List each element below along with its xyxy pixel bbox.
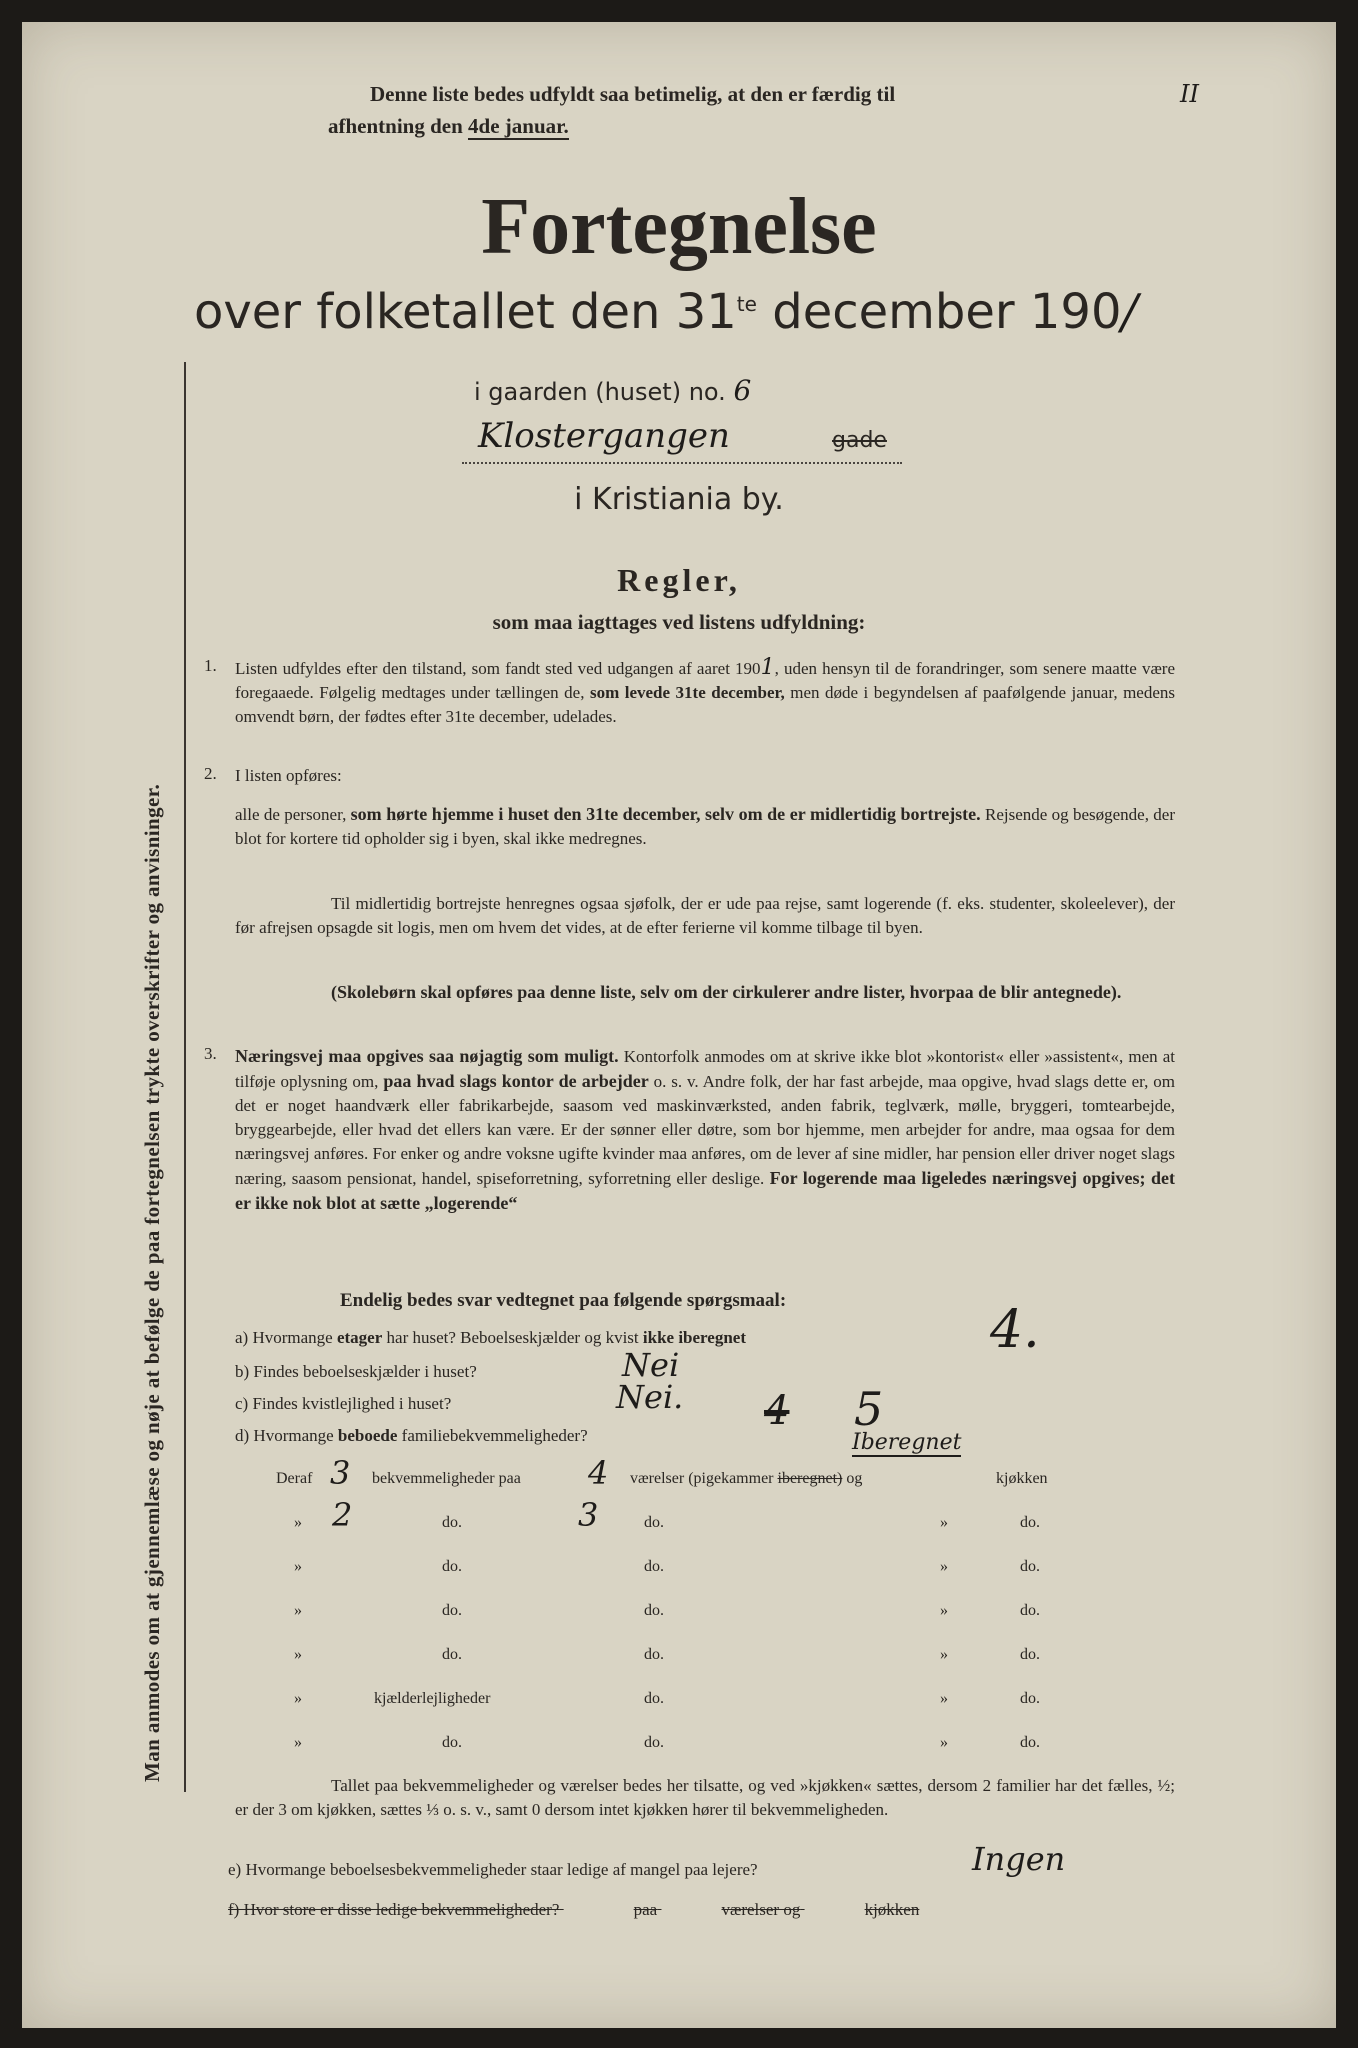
row-2-do-1: do. [442, 1514, 462, 1531]
rule-1-part-b: , uden hensyn til de forandringer, som senere maatte være foregaaede. Følgelig medtages under tællingen de, [235, 659, 1175, 702]
row-3-do-1: do. [442, 1558, 462, 1575]
rule-1-text [235, 656, 1175, 729]
page-title: Fortegnelse [481, 183, 877, 271]
table-deraf: Deraf [276, 1470, 313, 1487]
rule-3-text [235, 1044, 1175, 1216]
rule-2-p1-b: Rejsende og besøgende, der blot for kortere tid opholder sig i byen, skal ikke medregnes. [235, 805, 1175, 848]
notice-date: 4de januar. [468, 114, 569, 138]
row-2-do-3: do. [1020, 1514, 1040, 1531]
question-f-paa: paa [633, 1900, 658, 1919]
table-kjokken-header: kjøkken [996, 1470, 1048, 1487]
question-e: e) Hvormange beboelsesbekvemmeligheder staar ledige af mangel paa lejere? [228, 1860, 758, 1879]
row-1-rooms: 4 [588, 1454, 609, 1492]
row-2-count: 2 [332, 1496, 353, 1534]
question-c: c) Findes kvistlejlighed i huset? [235, 1394, 452, 1413]
notice-prefix: afhentning den [328, 114, 463, 138]
row-5-do-2: do. [644, 1646, 664, 1663]
row-3-do-2: do. [644, 1558, 664, 1575]
question-a [235, 1328, 746, 1348]
question-d [235, 1426, 588, 1446]
table-iber-struck: iberegnet) [777, 1470, 843, 1487]
subtitle-sup: te [736, 292, 757, 316]
rule-3-number: 3. [204, 1044, 217, 1063]
table-vaer-text: værelser (pigekammer [630, 1470, 774, 1487]
subtitle-year: december 190 [772, 284, 1122, 340]
question-f-kjokken: kjøkken [864, 1900, 920, 1919]
question-a-pre: a) Hvormange [235, 1328, 333, 1347]
row-5-quote: » [294, 1646, 302, 1663]
street-line [462, 416, 902, 464]
rule-2-para-2: Til midlertidig bortrejste henregnes ogsaa sjøfolk, der er ude paa rejse, samt logerende (f. eks. studenter, skoleelever), der før afrejsen opsagde sit logis, men om hvem det vides, at de efter ferierne vil komme tilbage til byen. [235, 894, 1175, 937]
street-suffix: gade [832, 428, 887, 453]
rule-2-number: 2. [204, 764, 217, 783]
city-line: i Kristiania by. [574, 482, 784, 517]
rule-3-part-b: o. s. v. Andre folk, der har fast arbejde, maa opgive, hvad slags dette er, om det er noget haandværk eller fabrikarbejde, saasom ved maskinværksted, anden fabrik, teglværk, mølle, bryggeri, tomtearbejde, bryggearbejde, eller hvad det ellers kan være. Er der sønner eller døtre, som bor hjemme, men arbejder for andre, maa ogsaa for dem næringsvej anføres. For enker og andre voksne ugifte kvinder maa anføres, om de lever af sine midler, har pension eller driver noget slags næring, saasom pensionat, handel, spiseforretning, syforretning eller deslige. [235, 1072, 1175, 1188]
question-d-post: familiebekvemmeligheder? [401, 1426, 588, 1445]
row-3-do-3: do. [1020, 1558, 1040, 1575]
roman-numeral: II [1180, 80, 1199, 108]
question-a-bold-2: ikke iberegnet [642, 1328, 747, 1347]
question-d-pre: d) Hvormange [235, 1426, 334, 1445]
answer-a: 4. [990, 1300, 1040, 1360]
rule-3-bold-1: Næringsvej maa opgives saa nøjagtig som muligt. [235, 1046, 619, 1066]
row-6-quote: » [294, 1690, 302, 1707]
question-f-vaer: værelser og [721, 1900, 801, 1919]
questions-heading: Endelig bedes svar vedtegnet paa følgende spørgsmaal: [340, 1290, 787, 1311]
row-6-do-2: do. [644, 1690, 664, 1707]
row-3-quote-2: » [940, 1558, 948, 1575]
rule-1-part-a: Listen udfyldes efter den tilstand, som fandt sted ved udgangen af aaret 190 [235, 659, 761, 678]
street-name: Klostergangen [478, 416, 730, 456]
rule-2-para-1 [235, 802, 1175, 851]
row-2-quote-2: » [940, 1514, 948, 1531]
row-7-do-3: do. [1020, 1734, 1040, 1751]
notice-line-2 [328, 114, 569, 139]
row-4-do-2: do. [644, 1602, 664, 1619]
question-b: b) Findes beboelseskjælder i huset? [235, 1362, 477, 1381]
table-og: og [846, 1470, 863, 1487]
row-2-rooms: 3 [578, 1496, 599, 1534]
row-5-quote-2: » [940, 1646, 948, 1663]
side-instruction: Man anmodes om at gjennemlæse og nøje at befølge de paa fortegnelsen trykte overskrifter og anvisninger. [140, 783, 164, 1782]
rule-1-number: 1. [204, 656, 217, 675]
rule-2-head: I listen opføres: [235, 766, 342, 785]
tallet-note: Tallet paa bekvemmeligheder og værelser bedes her tilsatte, og ved »kjøkken« sættes, dersom 2 familier har det fælles, ½; er der 3 om kjøkken, sættes ⅓ o. s. v., samt 0 dersom intet kjøkken hører til bekvemmeligheden. [235, 1776, 1175, 1819]
house-label: i gaarden (huset) no. [474, 378, 726, 406]
answer-d: 5 [854, 1382, 884, 1436]
house-line [474, 374, 751, 407]
rules-heading: Regler, [617, 562, 741, 598]
table-bek: bekvemmeligheder paa [372, 1470, 521, 1487]
row-3-quote: » [294, 1558, 302, 1575]
row-7-quote: » [294, 1734, 302, 1751]
row-6-do-3: do. [1020, 1690, 1040, 1707]
notice-line-1: Denne liste bedes udfyldt saa betimelig, at den er færdig til [370, 82, 896, 106]
row-2-do-2: do. [644, 1514, 664, 1531]
row-5-do-3: do. [1020, 1646, 1040, 1663]
rule-2-p1-a: alle de personer, [235, 805, 347, 824]
question-f [228, 1900, 919, 1920]
question-f-text: f) Hvor store er disse ledige bekvemmeligheder? [228, 1900, 560, 1919]
answer-c: Nei. [616, 1378, 684, 1416]
question-a-mid: har huset? Beboelseskjælder og kvist [386, 1328, 639, 1347]
table-vaer [630, 1470, 862, 1488]
answer-d-note: Iberegnet [852, 1430, 962, 1455]
row-6-quote-2: » [940, 1690, 948, 1707]
rule-1-year-hand: 1 [760, 655, 775, 680]
row-6-kjaelder: kjælderlejligheder [374, 1690, 491, 1707]
answer-b: Nei [622, 1346, 680, 1384]
row-4-do-3: do. [1020, 1602, 1040, 1619]
census-form-page [22, 22, 1336, 2028]
subtitle-prefix: over folketallet den 31 [194, 284, 737, 340]
rule-3-bold-2: paa hvad slags kontor de arbejder [383, 1071, 649, 1091]
rule-2-para-3: (Skolebørn skal opføres paa denne liste, selv om der cirkulerer andre lister, hvorpaa de blir antegnede). [331, 982, 1122, 1002]
question-d-bold: beboede [337, 1426, 398, 1445]
row-7-quote-2: » [940, 1734, 948, 1751]
house-number: 6 [733, 374, 752, 407]
row-5-do-1: do. [442, 1646, 462, 1663]
rule-1-bold: som levede 31te december, [589, 683, 785, 702]
rules-subheading: som maa iagttages ved listens udfyldning: [492, 610, 866, 634]
row-4-do-1: do. [442, 1602, 462, 1619]
rule-3-bold-3: For logerende maa ligeledes næringsvej opgives; det er ikke nok blot at sætte „logerende“ [235, 1168, 1176, 1213]
row-4-quote-2: » [940, 1602, 948, 1619]
answer-d-struck: 4 [764, 1388, 790, 1434]
rule-3-part-a: Kontorfolk anmodes om at skrive ikke blot »kontorist« eller »assistent«, men at tilføje oplysning om, [235, 1047, 1176, 1091]
rule-2-p1-bold: som hørte hjemme i huset den 31te december, selv om de er midlertidig bortrejste. [350, 804, 981, 824]
row-1-count: 3 [330, 1454, 351, 1492]
row-7-do-2: do. [644, 1734, 664, 1751]
question-a-bold: etager [336, 1328, 383, 1347]
row-2-quote: » [294, 1514, 302, 1531]
rule-1-part-d: men døde i begyndelsen af paafølgende januar, medens omvendt børn, der fødtes efter 31te december, udelades. [235, 683, 1176, 726]
row-4-quote: » [294, 1602, 302, 1619]
row-7-do-1: do. [442, 1734, 462, 1751]
subtitle [194, 284, 1138, 340]
subtitle-handwritten: / [1121, 284, 1138, 340]
answer-e: Ingen [972, 1840, 1066, 1878]
